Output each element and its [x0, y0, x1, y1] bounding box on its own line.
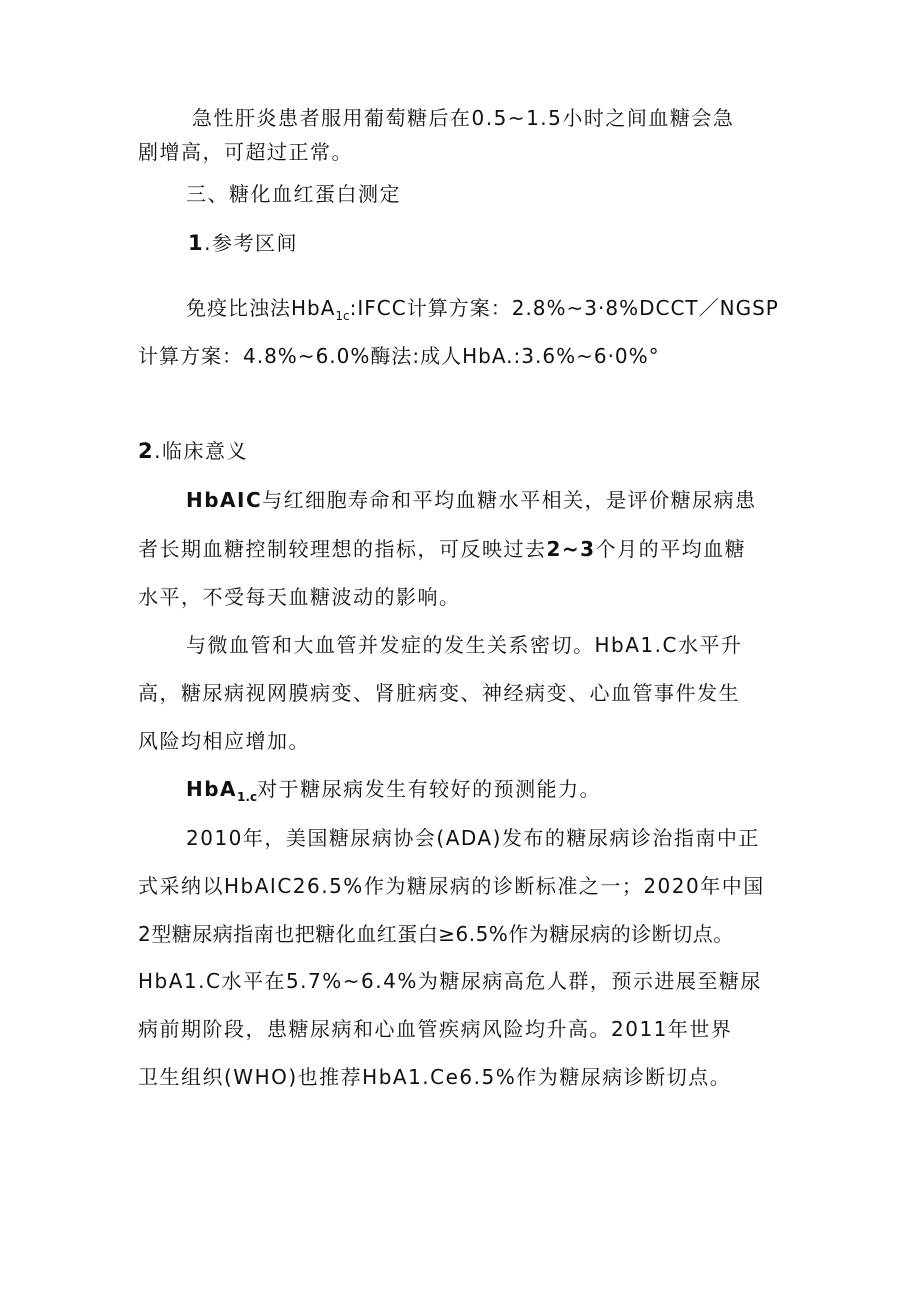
subheading-text: .参考区间 — [204, 231, 298, 255]
section-title: 三、糖化血红蛋白测定 — [186, 182, 401, 206]
hba1c-lead: HbAIC — [186, 488, 263, 512]
para2010-line1: 2010年，美国糖尿病协会(ADA)发布的糖尿病诊治指南中正 — [186, 826, 760, 850]
para2010-line5: 病前期阶段，患糖尿病和心血管疾病风险均升高。2011年世界 — [138, 1017, 733, 1041]
reference-line1 — [186, 294, 779, 325]
para2010-line4: HbA1.C水平在5.7%~6.4%为糖尿病高危人群，预示进展至糖尿 — [138, 969, 762, 993]
hba1c-line1 — [186, 486, 757, 514]
subheading-clinical-significance — [138, 437, 248, 465]
predict-line — [186, 775, 601, 806]
micro-line2: 高，糖尿病视网膜病变、肾脏病变、神经病变、心血管事件发生 — [138, 681, 740, 705]
predict-subscript: 1.c — [237, 790, 258, 804]
para1-line2: 剧增高，可超过正常。 — [138, 140, 353, 164]
hba1c-line2-bold: 2~3 — [546, 537, 596, 561]
hba1c-line1-rest: 与红细胞寿命和平均血糖水平相关，是评价糖尿病患 — [262, 488, 757, 512]
hba1c-line2-a: 者长期血糖控制较理想的指标，可反映过去 — [138, 537, 547, 561]
para1-line1: 急性肝炎患者服用葡萄糖后在0.5~1.5小时之间血糖会急 — [192, 106, 735, 130]
subheading-number: 2 — [138, 439, 155, 463]
subheading-text: .临床意义 — [154, 439, 248, 463]
micro-line1: 与微血管和大血管并发症的发生关系密切。HbA1.C水平升 — [186, 633, 743, 657]
micro-line3: 风险均相应增加。 — [138, 729, 310, 753]
subheading-number: 1 — [188, 231, 205, 255]
para2010-line3: 2型糖尿病指南也把糖化血红蛋白≥6.5%作为糖尿病的诊断切点。 — [138, 922, 734, 946]
para2010-line2: 式采纳以HbAIC26.5%作为糖尿病的诊断标准之一；2020年中国 — [138, 874, 765, 898]
reference-subscript: 1c — [335, 309, 350, 323]
predict-rest: 对于糖尿病发生有较好的预测能力。 — [257, 777, 602, 801]
reference-line1-a: 免疫比浊法HbA — [186, 296, 336, 320]
hba1c-line2 — [138, 535, 746, 563]
para2010-line6: 卫生组织(WHO)也推荐HbA1.Ce6.5%作为糖尿病诊断切点。 — [138, 1065, 732, 1089]
subheading-reference-range — [188, 229, 298, 257]
predict-lead: HbA — [186, 777, 238, 801]
reference-line1-b: :IFCC计算方案：2.8%~3·8%DCCT／NGSP — [349, 296, 779, 320]
hba1c-line3: 水平，不受每天血糖波动的影响。 — [138, 585, 461, 609]
hba1c-line2-b: 个月的平均血糖 — [595, 537, 747, 561]
reference-line2: 计算方案：4.8%~6.0%酶法:成人HbA.:3.6%~6·0%° — [138, 344, 660, 368]
